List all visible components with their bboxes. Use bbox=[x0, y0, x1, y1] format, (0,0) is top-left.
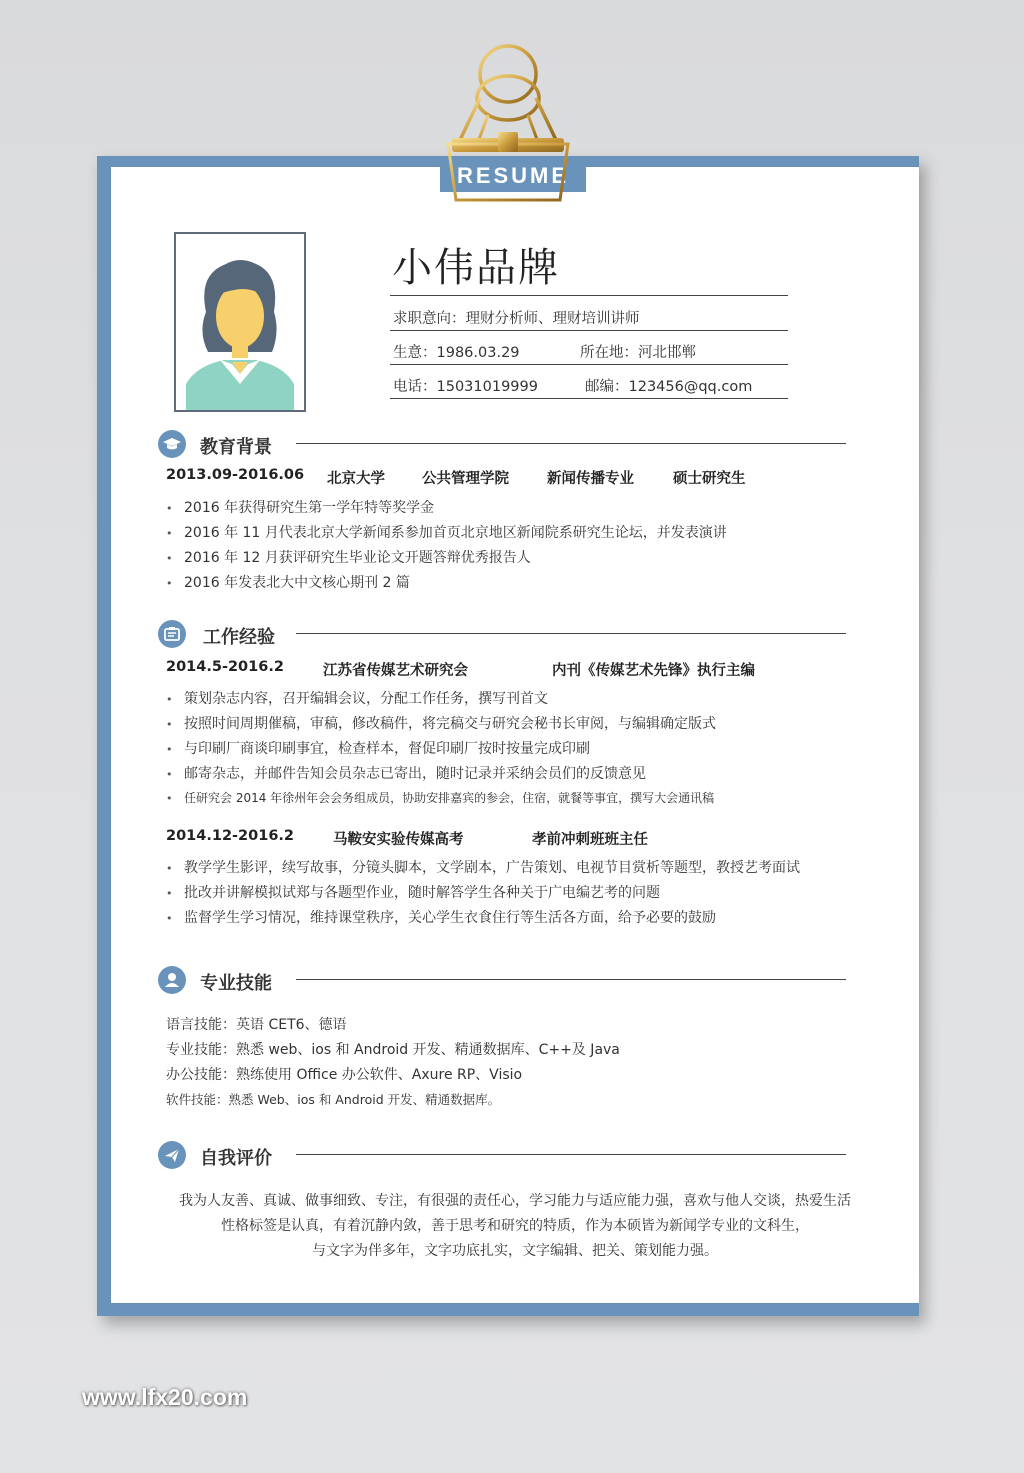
resume-tab: RESUME bbox=[440, 156, 586, 192]
edu-degree: 硕士研究生 bbox=[673, 471, 746, 487]
birth-date: 生意：1986.03.29 bbox=[393, 345, 520, 361]
header-divider bbox=[390, 330, 788, 331]
edu-major: 新闻传播专业 bbox=[547, 471, 634, 487]
section-rule bbox=[296, 633, 846, 634]
binder-clip-icon bbox=[438, 40, 578, 212]
avatar-illustration bbox=[176, 234, 304, 410]
self-eval-line: 与文字为伴多年，文字功底扎实，文字编辑、把关、策划能力强。 bbox=[312, 1243, 718, 1259]
candidate-name: 小伟品牌 bbox=[392, 245, 560, 291]
section-rule bbox=[296, 1154, 846, 1155]
paper-plane-icon bbox=[158, 1141, 186, 1169]
self-eval-line: 我为人友善、真诚、做事细致、专注，有很强的责任心，学习能力与适应能力强，喜欢与他人交谈，热爱生活 bbox=[179, 1193, 851, 1209]
list-item: • 与印刷厂商谈印刷事宜，检查样本，督促印刷厂按时按量完成印刷 bbox=[166, 738, 590, 758]
list-item: • 策划杂志内容，召开编辑会议，分配工作任务，撰写刊首文 bbox=[166, 688, 548, 708]
edu-period: 2013.09-2016.06 bbox=[166, 467, 305, 483]
skill-line: 专业技能：熟悉 web、ios 和 Android 开发、精通数据库、C++及 Java bbox=[166, 1042, 620, 1058]
list-item: • 2016 年发表北大中文核心期刊 2 篇 bbox=[166, 572, 410, 592]
header-divider bbox=[390, 295, 788, 296]
list-item: • 邮寄杂志，并邮件告知会员杂志已寄出，随时记录并采纳会员们的反馈意见 bbox=[166, 763, 646, 783]
briefcase-icon bbox=[158, 620, 186, 648]
list-item: • 按照时间周期催稿，审稿，修改稿件，将完稿交与研究会秘书长审阅，与编辑确定版式 bbox=[166, 713, 716, 733]
section-title-education: 教育背景 bbox=[200, 437, 272, 458]
list-item: • 批改并讲解模拟试郑与各题型作业，随时解答学生各种关于广电编艺考的问题 bbox=[166, 882, 660, 902]
graduation-cap-icon bbox=[158, 430, 186, 458]
job-position: 内刊《传媒艺术先锋》执行主编 bbox=[552, 663, 755, 679]
section-rule bbox=[296, 443, 846, 444]
edu-college: 公共管理学院 bbox=[422, 471, 509, 487]
list-item: • 监督学生学习情况，维持课堂秩序，关心学生衣食住行等生活各方面，给予必要的鼓励 bbox=[166, 907, 716, 927]
section-title-work: 工作经验 bbox=[203, 627, 275, 648]
job-company: 马鞍安实验传媒高考 bbox=[333, 832, 464, 848]
job-position: 孝前冲刺班班主任 bbox=[532, 832, 648, 848]
job-period: 2014.12-2016.2 bbox=[166, 828, 295, 844]
email: 邮编：123456@qq.com bbox=[585, 379, 753, 395]
section-title-self-eval: 自我评价 bbox=[200, 1148, 272, 1169]
list-item: • 2016 年 12 月获评研究生毕业论文开题答辩优秀报告人 bbox=[166, 547, 531, 567]
header-divider bbox=[390, 364, 788, 365]
section-title-skills: 专业技能 bbox=[200, 973, 272, 994]
user-icon bbox=[158, 966, 186, 994]
self-eval-line: 性格标签是认真，有着沉静内敛，善于思考和研究的特质，作为本硕皆为新闻学专业的文科生， bbox=[221, 1218, 809, 1234]
site-watermark: www.lfx20.com bbox=[82, 1384, 248, 1410]
job-company: 江苏省传媒艺术研究会 bbox=[323, 663, 468, 679]
job-period: 2014.5-2016.2 bbox=[166, 659, 284, 675]
skill-line: 软件技能：熟悉 Web、ios 和 Android 开发、精通数据库。 bbox=[166, 1092, 501, 1107]
phone: 电话：15031019999 bbox=[393, 379, 538, 395]
list-item: • 2016 年获得研究生第一学年特等奖学金 bbox=[166, 497, 434, 517]
section-rule bbox=[296, 979, 846, 980]
edu-school: 北京大学 bbox=[327, 471, 385, 487]
job-objective: 求职意向：理财分析师、理财培训讲师 bbox=[393, 311, 640, 327]
list-item: • 2016 年 11 月代表北京大学新闻系参加首页北京地区新闻院系研究生论坛，并发表演讲 bbox=[166, 522, 727, 542]
header-divider bbox=[390, 398, 788, 399]
avatar bbox=[174, 232, 306, 412]
skill-line: 办公技能：熟练使用 Office 办公软件、Axure RP、Visio bbox=[166, 1067, 523, 1083]
list-item: • 任研究会 2014 年徐州年会会务组成员，协助安排嘉宾的参会，住宿，就餐等事宜，撰写大会通讯稿 bbox=[166, 789, 714, 806]
location: 所在地：河北邯郸 bbox=[580, 345, 696, 361]
list-item: • 教学学生影评，续写故事，分镜头脚本，文学剧本，广告策划、电视节目赏析等题型，教授艺考面试 bbox=[166, 857, 800, 877]
skill-line: 语言技能：英语 CET6、德语 bbox=[166, 1017, 347, 1033]
